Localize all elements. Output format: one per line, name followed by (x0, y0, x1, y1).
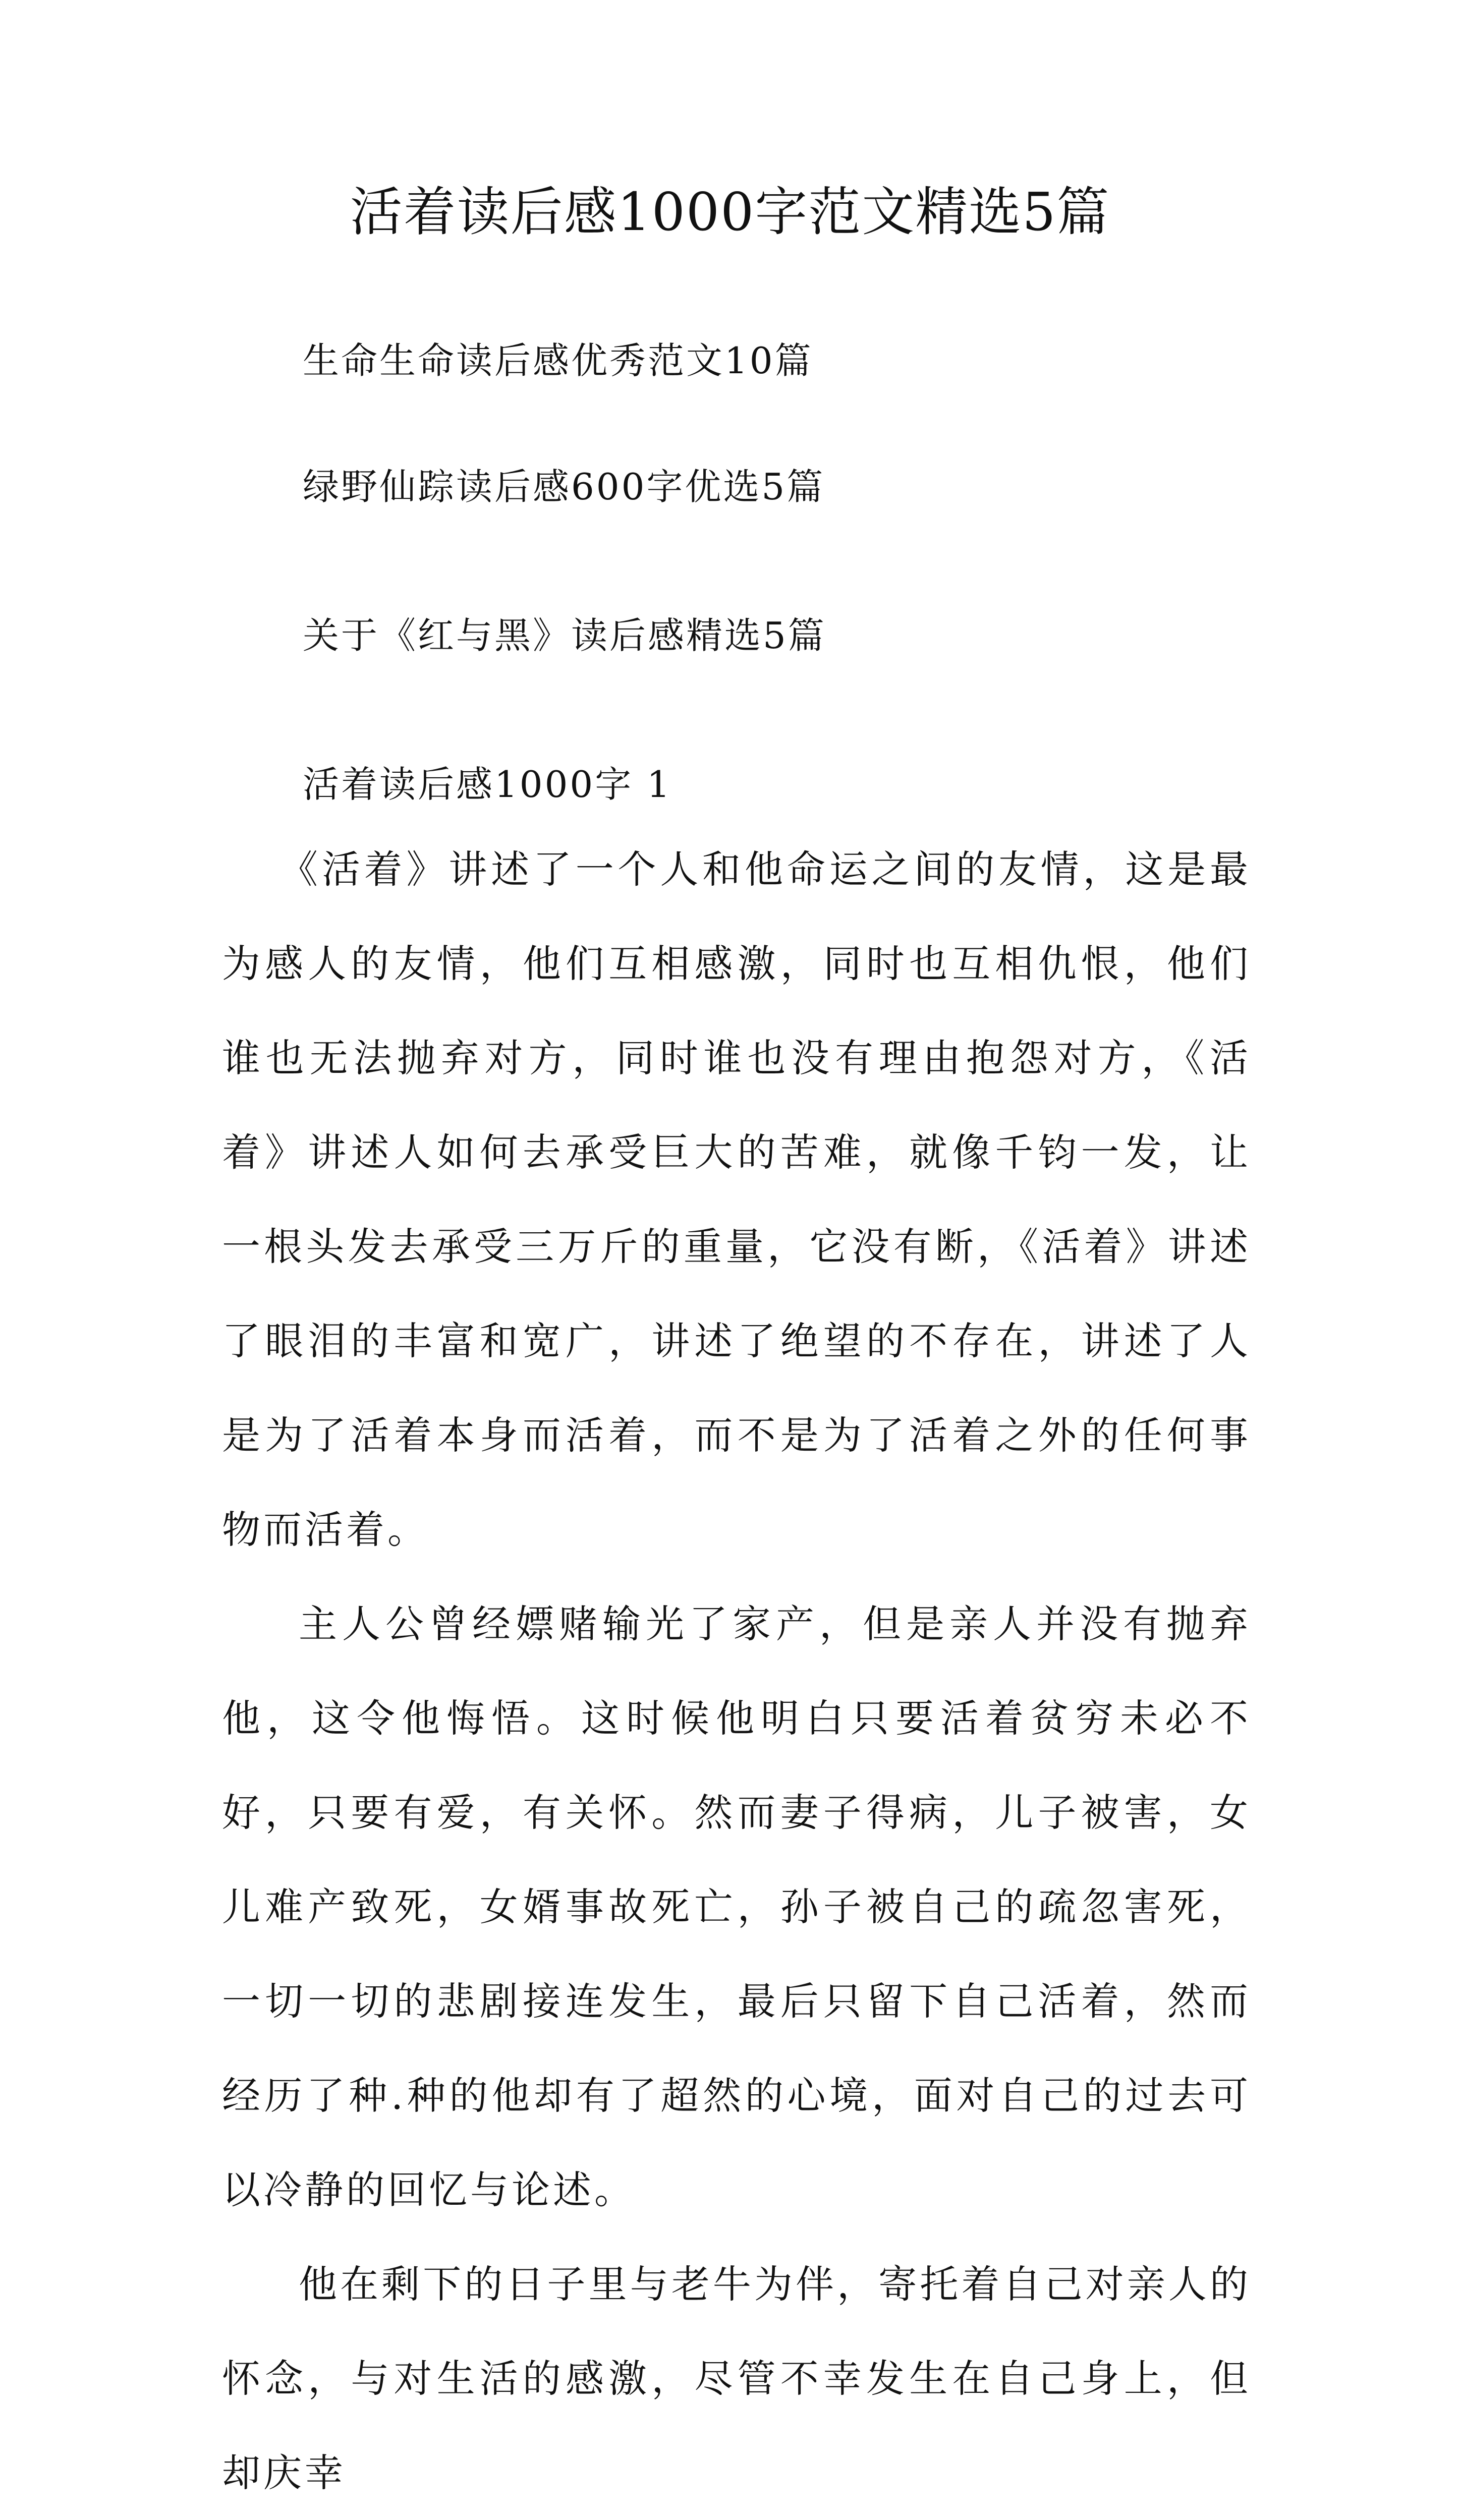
related-article-link-3[interactable]: 关于《红与黑》读后感精选5篇 (303, 614, 826, 657)
paragraph-1: 《活着》讲述了一个人和他命运之间的友情，这是最为感人的友情，他们互相感激，同时也互相仇恨，他们谁也无法抛弃对方，同时谁也没有理由抱怨对方，《活着》讲述人如何去承受巨大的苦难，就像千钧一发，让一根头发去承受三万斤的重量，它没有断，《活着》讲述了眼泪的丰富和宽广，讲述了绝望的不存在，讲述了人是为了活着本身而活着，而不是为了活着之外的任何事物而活着。 (222, 847, 1251, 1552)
article-body (222, 822, 1251, 2520)
related-article-link-2[interactable]: 绿野仙踪读后感600字优选5篇 (303, 466, 825, 508)
document-title: 活着读后感1000字范文精选5篇 (350, 181, 1110, 243)
paragraph-2: 主人公曾经嫖赌输光了家产，但是亲人并没有抛弃他，这令他悔悟。这时候他明白只要活着贫穷未必不好，只要有爱，有关怀。然而妻子得病，儿子被害，女儿难产致死，女婿事故死亡，孙子被自己的疏忽害死，一切一切的悲剧接连发生，最后只留下自己活着，然而经历了种.种的他却有了超然的心境，面对自己的过去可以冷静的回忆与论述。 (222, 1601, 1251, 2212)
section-heading: 活着读后感1000字 1 (303, 763, 672, 806)
paragraph-3: 他在剩下的日子里与老牛为伴，寄托着自己对亲人的怀念，与对生活的感激，尽管不幸发生在自己身上，但却庆幸 (222, 2262, 1251, 2495)
related-article-link-1[interactable]: 生命生命读后感优秀范文10篇 (303, 339, 813, 382)
